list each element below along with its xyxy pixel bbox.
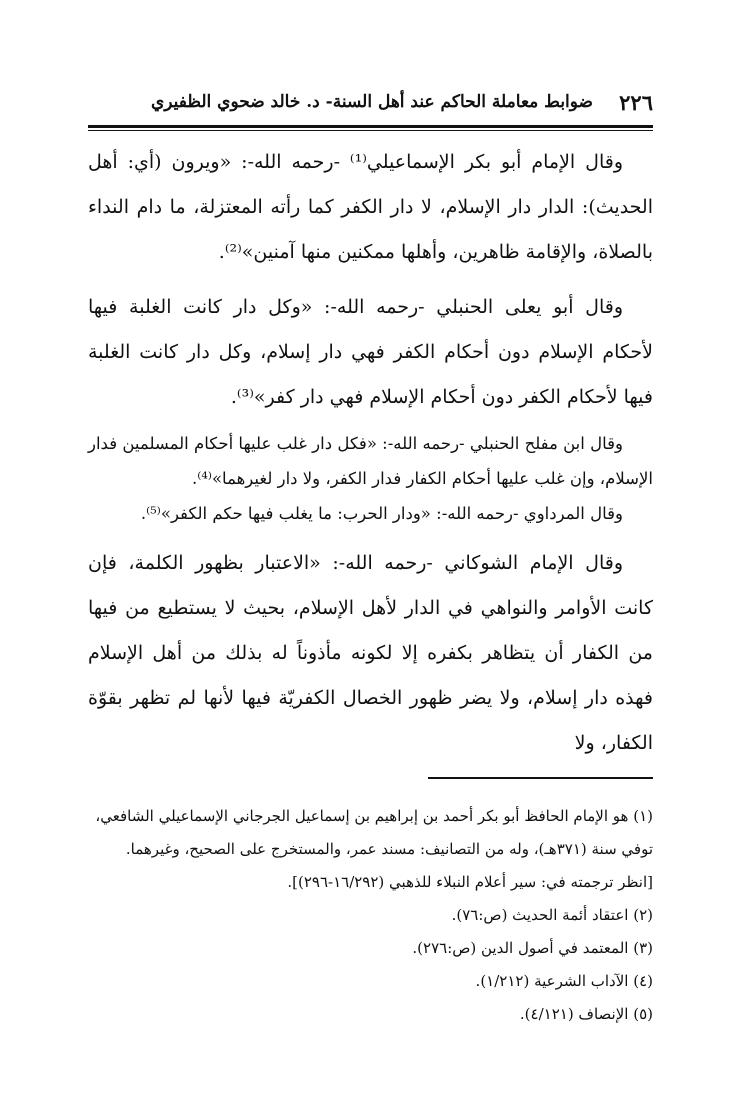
footnotes xyxy=(88,800,653,1031)
paragraph-mardawi: وقال المرداوي -رحمه الله-: «ودار الحرب: ما يغلب فيها حكم الكفر»⁽⁵⁾. xyxy=(140,504,623,523)
header-rule-thin xyxy=(88,130,653,131)
footnote-3: (٣) المعتمد في أصول الدين (ص:٢٧٦). xyxy=(412,939,653,957)
paragraph-ibn-muflih: وقال ابن مفلح الحنبلي -رحمه الله-: «فكل دار غلب عليها أحكام المسلمين فدار الإسلام، وإن غلب عليها أحكام الكفار فدار الكفر، ولا دار لغيرهما»⁽⁴⁾. xyxy=(88,434,653,488)
paragraph-ismaili: وقال الإمام أبو بكر الإسماعيلي⁽¹⁾ -رحمه الله-: «ويرون (أي: أهل الحديث): الدار دار الإسلام، لا دار الكفر كما رأته المعتزلة، ما دام النداء بالصلاة، والإقامة ظاهرين، وأهلها ممكنين منها آمنين»⁽²⁾. xyxy=(88,151,653,263)
running-title: ضوابط معاملة الحاكم عند أهل السنة- د. خالد ضحوي الظفيري xyxy=(150,92,593,112)
footnote-separator xyxy=(428,777,653,779)
page-header xyxy=(88,84,653,124)
page-number: ٢٢٦ xyxy=(619,90,653,115)
footnote-1: (١) هو الإمام الحافظ أبو بكر أحمد بن إبراهيم بن إسماعيل الجرجاني الإسماعيلي الشافعي، توفي سنة (٣٧١هـ)، وله من التصانيف: مسند عمر، والمستخرج على الصحيح، وغيرهما. [انظر ترجمته في: سير أعلام النبلاء للذهبي (١٦/٢٩٢-٢٩٦)]. xyxy=(95,807,653,891)
footnote-4: (٤) الآداب الشرعية (١/٢١٢). xyxy=(475,972,653,990)
footnote-2: (٢) اعتقاد أئمة الحديث (ص:٧٦). xyxy=(451,906,653,924)
header-rule-thick xyxy=(88,125,653,128)
main-text xyxy=(88,140,653,766)
paragraph-shawkani: وقال الإمام الشوكاني -رحمه الله-: «الاعتبار بظهور الكلمة، فإن كانت الأوامر والنواهي في الدار لأهل الإسلام، بحيث لا يستطيع من فيها من الكفار أن يتظاهر بكفره إلا لكونه مأذوناً له بذلك من أهل الإسلام فهذه دار إسلام، ولا يضر ظهور الخصال الكفريّة فيها لأنها لم تظهر بقوّة الكفار، ولا xyxy=(88,552,653,754)
footnote-5: (٥) الإنصاف (٤/١٢١). xyxy=(519,1005,653,1023)
paragraph-abu-yala: وقال أبو يعلى الحنبلي -رحمه الله-: «وكل دار كانت الغلبة فيها لأحكام الإسلام دون أحكام الكفر فهي دار إسلام، وكل دار كانت الغلبة فيها لأحكام الكفر دون أحكام الإسلام فهي دار كفر»⁽³⁾. xyxy=(88,296,653,408)
